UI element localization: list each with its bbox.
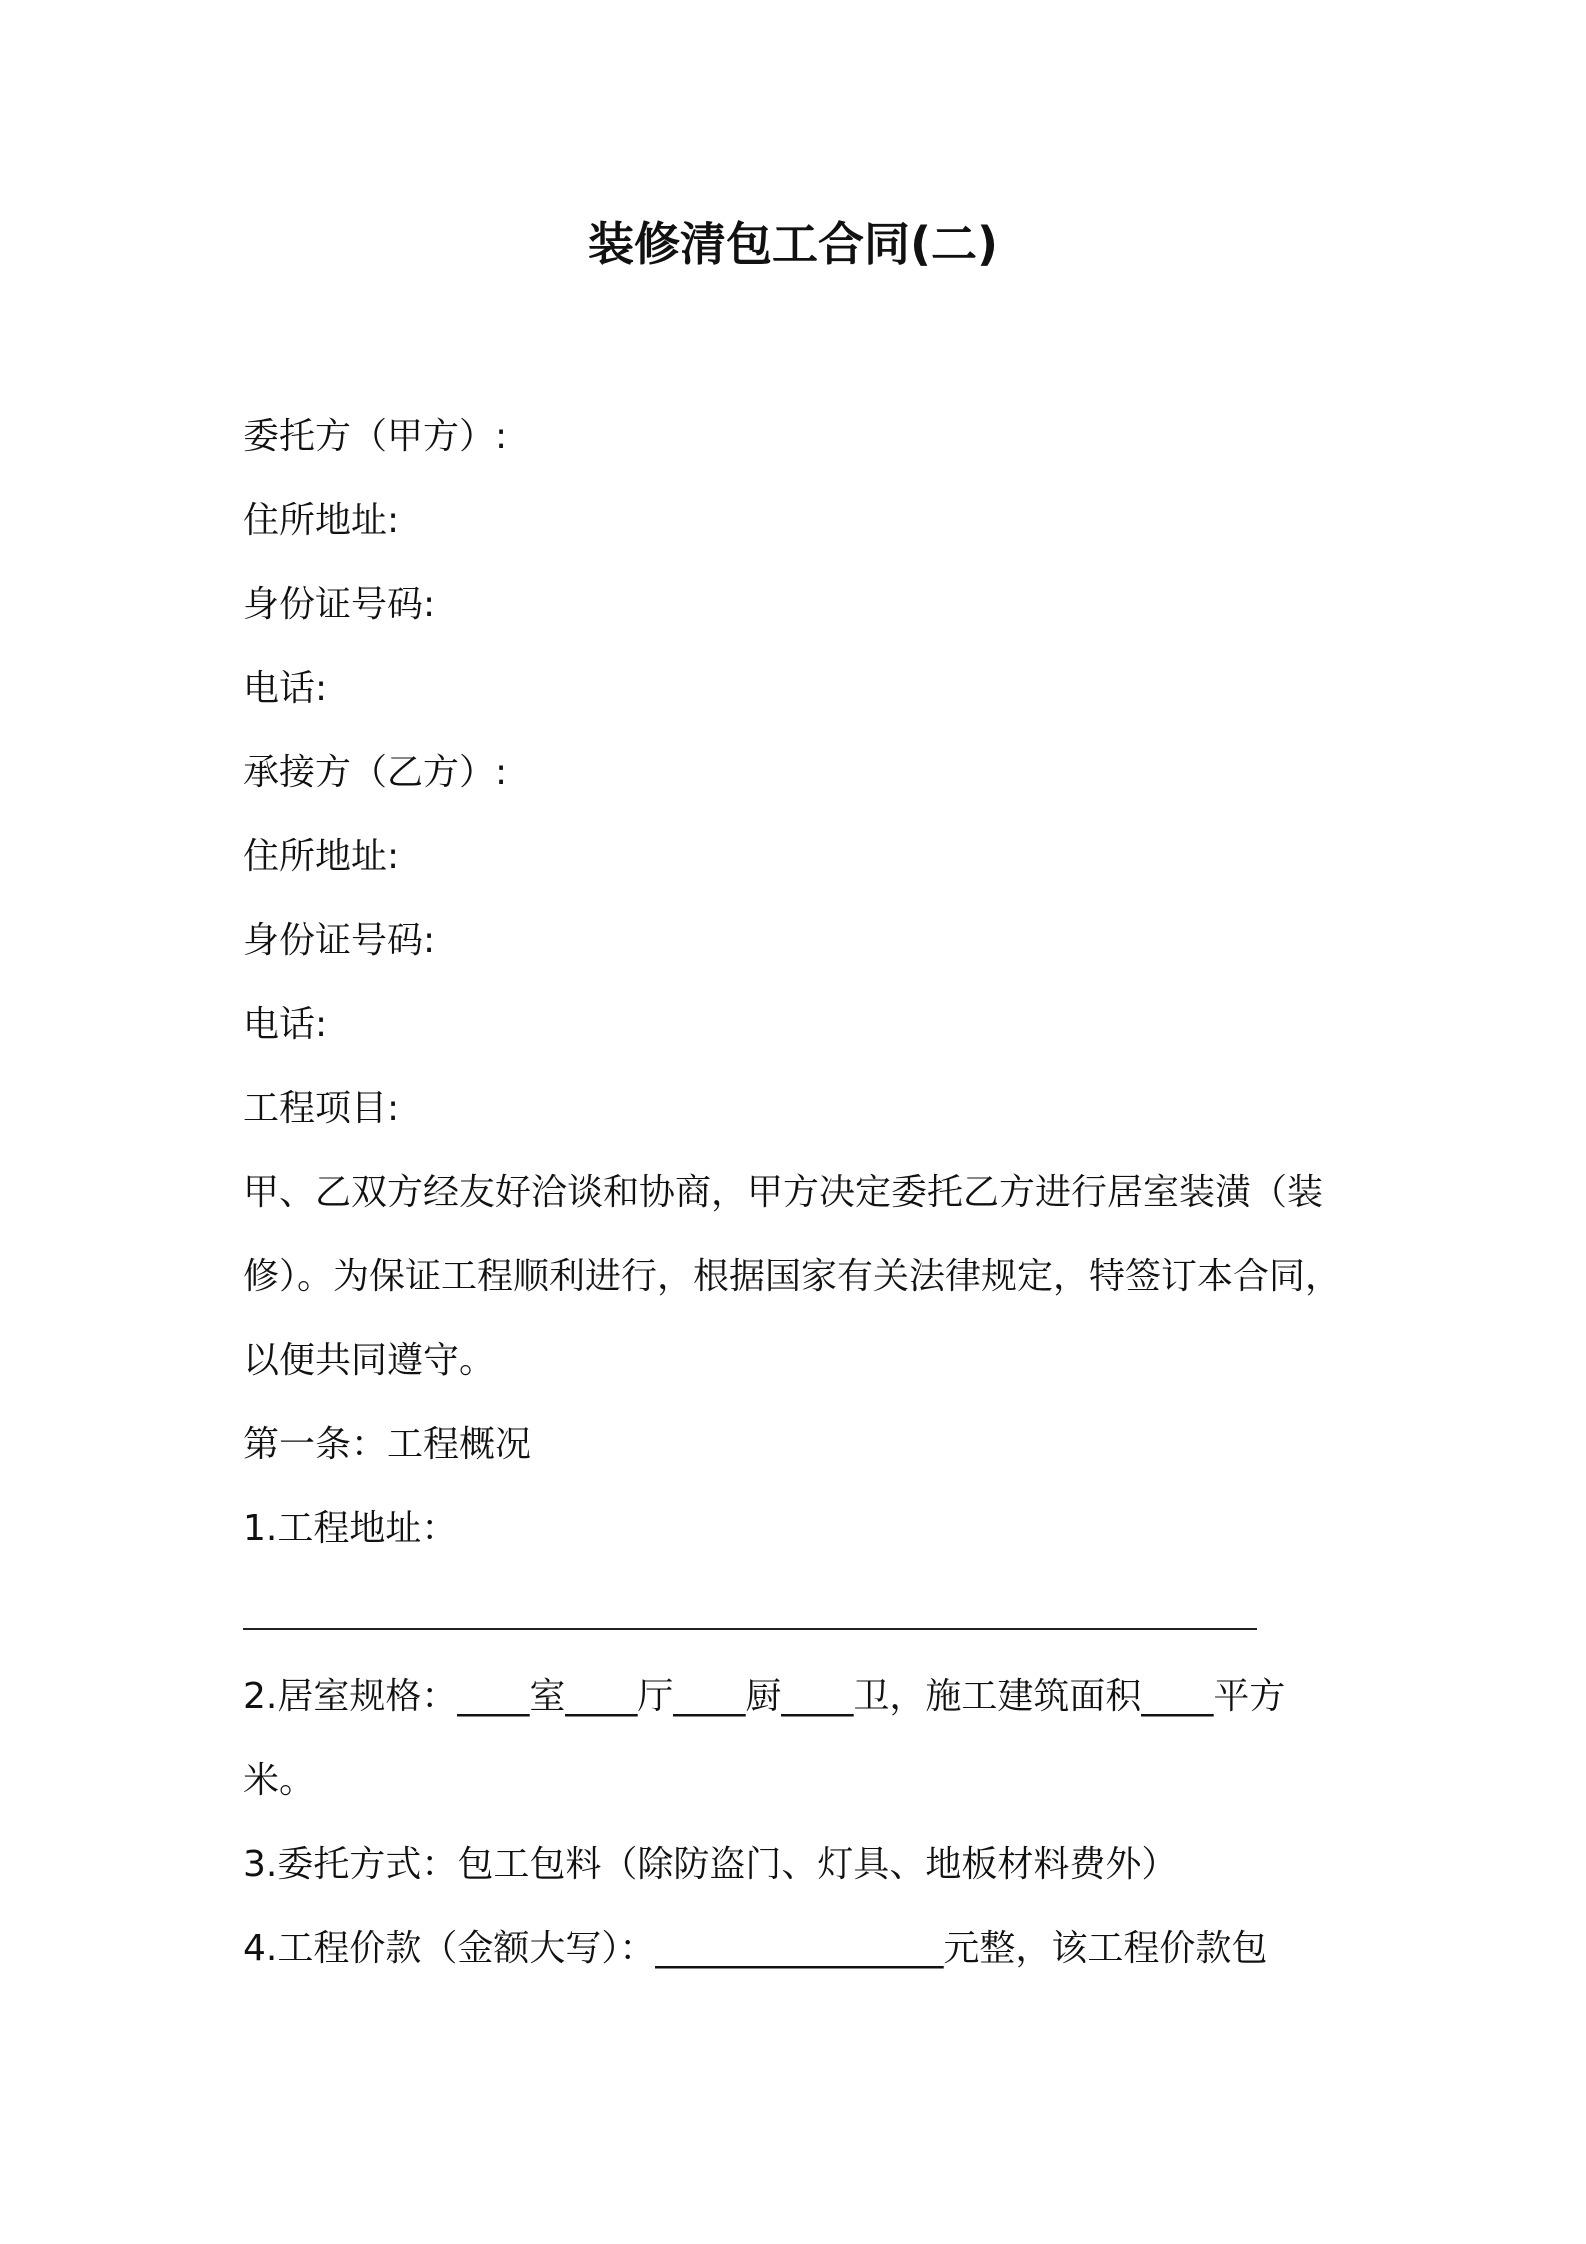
party-a-phone-label: 电话: — [243, 668, 328, 709]
party-b-address-label: 住所地址: — [243, 836, 400, 877]
party-a-id-label: 身份证号码: — [243, 584, 436, 625]
document-title: 装修清包工合同(二) — [587, 217, 999, 271]
room-spec-line-1: 2.居室规格：____室____厅____厨____卫，施工建筑面积____平方 — [243, 1676, 1286, 1717]
party-a-address-label: 住所地址: — [243, 500, 400, 541]
intro-paragraph-line-1: 甲、乙双方经友好洽谈和协商，甲方决定委托乙方进行居室装潢（装 — [243, 1172, 1324, 1213]
room-spec-line-2: 米。 — [243, 1760, 316, 1801]
project-address-blank — [243, 1628, 1257, 1630]
commission-method-line: 3.委托方式：包工包料（除防盗门、灯具、地板材料费外） — [243, 1844, 1178, 1885]
project-address-label: 1.工程地址： — [243, 1508, 458, 1549]
intro-paragraph-line-2: 修）。为保证工程顺利进行，根据国家有关法律规定，特签订本合同， — [243, 1256, 1342, 1297]
party-a-label: 委托方（甲方）: — [243, 416, 508, 457]
intro-paragraph-line-3: 以便共同遵守。 — [243, 1340, 496, 1381]
project-price-line: 4.工程价款（金额大写）：________________元整，该工程价款包 — [243, 1928, 1268, 1969]
article-one-heading: 第一条：工程概况 — [243, 1424, 532, 1465]
party-b-phone-label: 电话: — [243, 1004, 328, 1045]
party-b-label: 承接方（乙方）: — [243, 752, 508, 793]
party-b-id-label: 身份证号码: — [243, 920, 436, 961]
project-label: 工程项目: — [243, 1088, 400, 1129]
